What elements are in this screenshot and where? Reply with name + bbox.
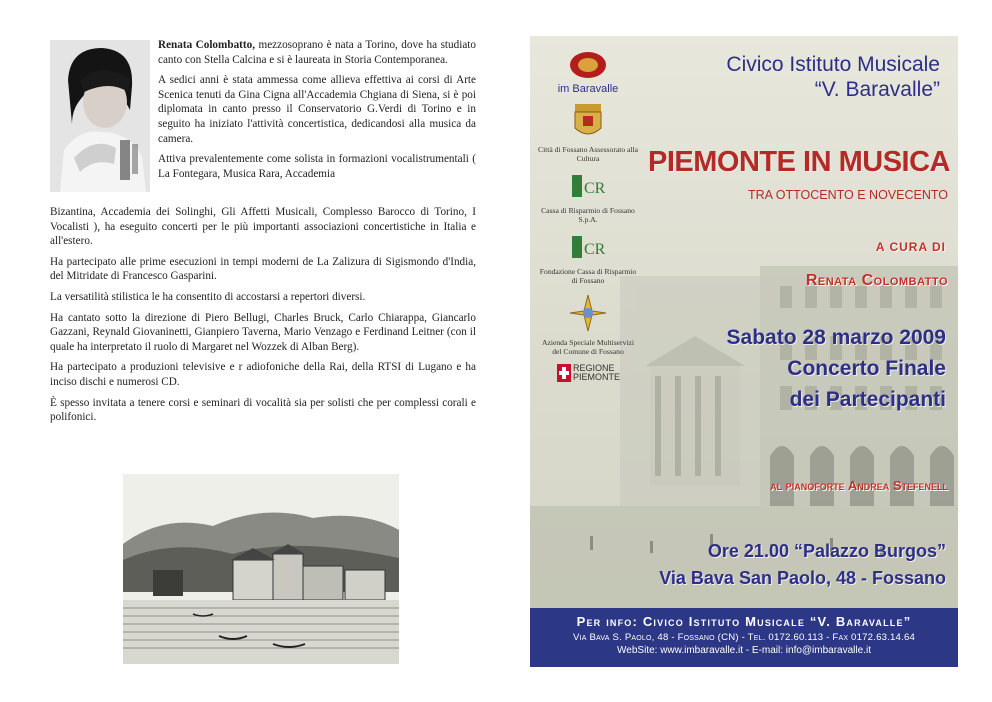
event-title: PIEMONTE IN MUSICA [648,146,950,178]
info-web-email: WebSite: www.imbaravalle.it - E-mail: info@imbaravalle.it [617,645,871,656]
event-time: Ore 21.00 “Palazzo Burgos” [707,541,946,561]
event-subtitle: TRA OTTOCENTO E NOVECENTO [747,188,948,202]
crf-foundation-logo-icon [568,232,608,262]
logo-caption-baravalle: im Baravalle [557,83,619,95]
event-date: Sabato 28 marzo 2009 [726,326,946,349]
baravalle-crest-icon [568,50,608,80]
logo-caption-regione: REGIONE PIEMONTE [573,363,621,382]
info-address: Via Bava S. Paolo, 48 - Fossano (CN) - Tel. 0172.60.113 - Fax 0172.63.14.64 [572,632,916,643]
multiservizi-logo-icon [568,293,608,333]
bio-paragraph-2: A sedici anni è stata ammessa come allieva effettiva ai corsi di Arte Scenica tenuti da Gina Cigna all'Accademia Chgiana di Siena, si è poi diplomata in canto presso il Conservatorio G.Verdi di Torino e in seguito ha iniziato l'attività concertistica, dedicandosi alla musica da camera. [158,74,476,145]
crf-logo-icon [568,171,608,201]
bio-paragraph-5: La versatilità stilistica le ha consentito di accostarsi a repertori diversi. [50,290,366,303]
sponsor-logos [538,50,638,390]
event-time-venue [659,538,946,592]
lake-etching-image [123,474,399,664]
logo-crf [538,171,638,224]
event-date-block [727,322,946,415]
regione-piemonte-logo-icon [557,364,571,382]
fossano-crest-icon [571,102,605,140]
logo-caption-multiservizi: Azienda Speciale Multiservizi del Comune di Fossano [542,338,634,356]
info-title: Per info: Civico Istituto Musicale “V. Baravalle” [576,614,912,629]
logo-crf-foundation [538,232,638,285]
logo-fossano [538,102,638,163]
bio-paragraph-intro [158,38,476,67]
bio-intro [158,38,476,181]
bio-paragraph-3-end: Bizantina, Accademia dei Solinghi, Gli Affetti Musicali, Complesso Barocco di Torino, I Vocalisti ), ha eseguito concerti per le più importanti associazioni concertistiche in Italia e all'estero. [50,206,476,248]
svg-text:CR: CR [584,241,606,258]
svg-text:CR: CR [584,180,606,197]
curator-name: Renata Colombatto [805,272,948,289]
bio-paragraph-3-start: Attiva prevalentemente come solista in formazioni vocalistrumentali ( La Fontegara, Musica Rara, Accademia [158,153,476,180]
event-type-line-2: dei Partecipanti [789,388,946,411]
info-footer-bar [530,608,958,667]
logo-multiservizi [538,293,638,356]
bio-rest [50,205,476,431]
institute-line-2: “V. Baravalle” [814,78,940,101]
pianist-credit: al pianoforte Andrea Stefenell [770,478,948,493]
logo-regione-piemonte [538,364,638,382]
bio-paragraph-7: Ha partecipato a produzioni televisive e r adiofoniche della Rai, della RTSI di Lugano e ha inciso dischi e numerosi CD. [50,361,476,388]
logo-caption-crf: Cassa di Risparmio di Fossano S.p.A. [541,206,635,224]
logo-caption-crf-foundation: Fondazione Cassa di Risparmio di Fossano [539,267,637,285]
event-type-line-1: Concerto Finale [787,357,946,380]
event-address: Via Bava San Paolo, 48 - Fossano [659,568,946,588]
curator-label: A CURA DI [875,240,946,254]
institute-line-1: Civico Istituto Musicale [726,53,940,76]
logo-baravalle [538,50,638,94]
concert-poster [530,36,958,667]
bio-paragraph-8: È spesso invitata a tenere corsi e seminari di vocalità sia per solisti che per complessi corali e polifonici. [50,396,476,424]
bio-paragraph-4: Ha partecipato alle prime esecuzioni in tempi moderni de La Zalizura di Sigismondo d'India, del Mitridate di Francesco Gasparini. [50,255,476,283]
bio-paragraph-6: Ha cantato sotto la direzione di Piero Bellugi, Charles Bruck, Carlo Chiarappa, Giancarlo Gazzani, Reynald Giovaninetti, Gianpiero Taverna, Mario Venzago e Ferdinand Leitner (con il quale ha interpretato il ruolo di Margaret nel Wozzek di Alban Berg). [50,311,476,353]
singer-name: Renata Colombatto, [158,39,256,51]
bio-intro-text: mezzosoprano è nata a Torino, dove ha studiato canto con Stella Calcina e si è laureata in Storia Contemporanea. [158,39,476,66]
singer-portrait-photo [50,40,150,192]
logo-caption-fossano: Città di Fossano Assessorato alla Cultura [538,145,638,163]
institute-title [726,52,940,102]
